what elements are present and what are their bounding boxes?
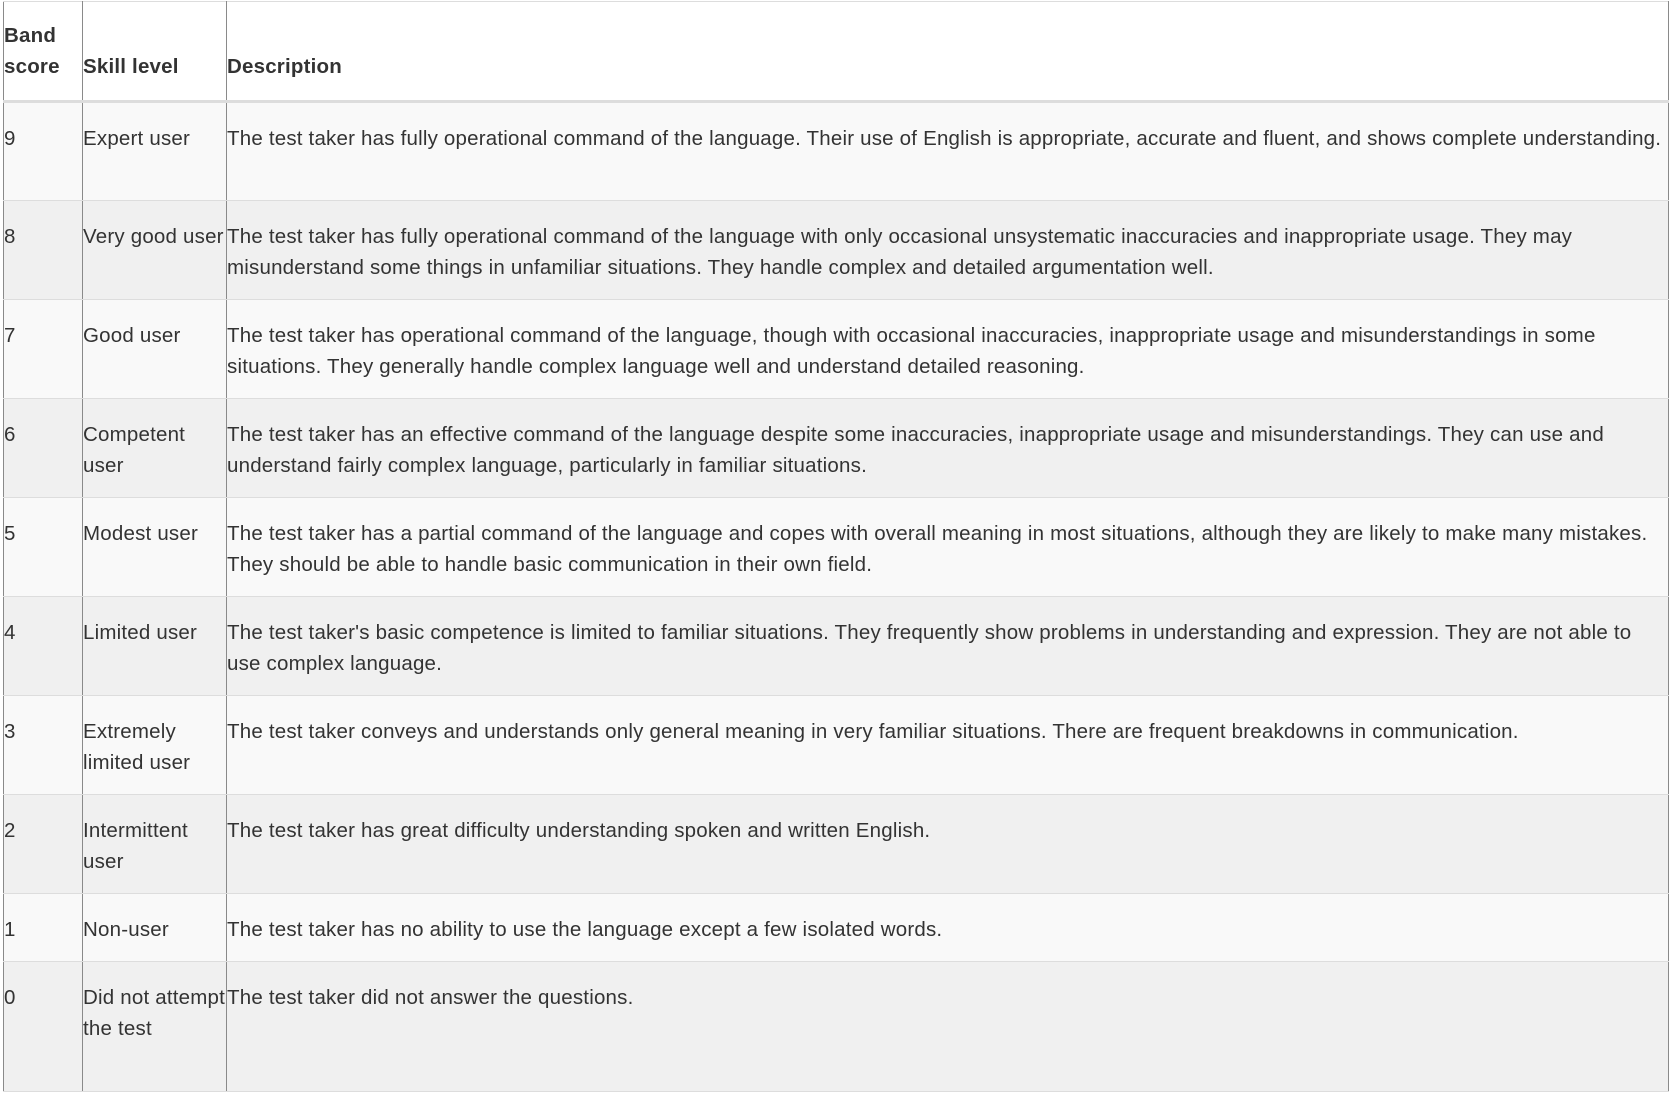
- description-cell: The test taker has a partial command of the language and copes with overall meaning in most situations, although they are likely to make many mistakes. They should be able to handle basic communication in their own field.: [227, 498, 1669, 597]
- band-score-cell: 6: [4, 399, 83, 498]
- table-row: [4, 696, 1669, 795]
- description-cell: The test taker's basic competence is limited to familiar situations. They frequently show problems in understanding and expression. They are not able to use complex language.: [227, 597, 1669, 696]
- skill-level-cell: Good user: [83, 300, 227, 399]
- skill-level-cell: Limited user: [83, 597, 227, 696]
- skill-level-cell: Expert user: [83, 102, 227, 201]
- description-cell: The test taker has no ability to use the language except a few isolated words.: [227, 894, 1669, 962]
- description-cell: The test taker has fully operational command of the language with only occasional unsystematic inaccuracies and inappropriate usage. They may misunderstand some things in unfamiliar situations. They handle complex and detailed argumentation well.: [227, 201, 1669, 300]
- description-cell: The test taker has operational command of the language, though with occasional inaccuracies, inappropriate usage and misunderstandings in some situations. They generally handle complex language well and understand detailed reasoning.: [227, 300, 1669, 399]
- table-row: [4, 498, 1669, 597]
- table-body: [4, 102, 1669, 1092]
- band-score-cell: 0: [4, 962, 83, 1092]
- description-cell: The test taker has an effective command of the language despite some inaccuracies, inappropriate usage and misunderstandings. They can use and understand fairly complex language, particularly in familiar situations.: [227, 399, 1669, 498]
- table-row: [4, 201, 1669, 300]
- skill-level-cell: Intermittent user: [83, 795, 227, 894]
- table-row: [4, 795, 1669, 894]
- band-score-cell: 7: [4, 300, 83, 399]
- description-cell: The test taker has great difficulty understanding spoken and written English.: [227, 795, 1669, 894]
- skill-level-cell: Competent user: [83, 399, 227, 498]
- header-skill-level: Skill level: [83, 2, 227, 102]
- header-band-score: Band score: [4, 2, 83, 102]
- description-cell: The test taker conveys and understands only general meaning in very familiar situations. There are frequent breakdowns in communication.: [227, 696, 1669, 795]
- skill-level-cell: Very good user: [83, 201, 227, 300]
- table-header: [4, 2, 1669, 102]
- band-score-table: [3, 1, 1669, 1092]
- band-score-cell: 5: [4, 498, 83, 597]
- table-row: [4, 300, 1669, 399]
- header-row: [4, 2, 1669, 102]
- band-score-cell: 4: [4, 597, 83, 696]
- header-description: Description: [227, 2, 1669, 102]
- skill-level-cell: Extremely limited user: [83, 696, 227, 795]
- table-row: [4, 399, 1669, 498]
- description-cell: The test taker did not answer the questions.: [227, 962, 1669, 1092]
- description-cell: The test taker has fully operational command of the language. Their use of English is appropriate, accurate and fluent, and shows complete understanding.: [227, 102, 1669, 201]
- band-score-cell: 9: [4, 102, 83, 201]
- band-score-cell: 2: [4, 795, 83, 894]
- skill-level-cell: Modest user: [83, 498, 227, 597]
- table-row: [4, 894, 1669, 962]
- skill-level-cell: Did not attempt the test: [83, 962, 227, 1092]
- band-score-cell: 1: [4, 894, 83, 962]
- table-row: [4, 597, 1669, 696]
- band-score-cell: 8: [4, 201, 83, 300]
- table-row: [4, 102, 1669, 201]
- band-score-cell: 3: [4, 696, 83, 795]
- skill-level-cell: Non-user: [83, 894, 227, 962]
- table-row: [4, 962, 1669, 1092]
